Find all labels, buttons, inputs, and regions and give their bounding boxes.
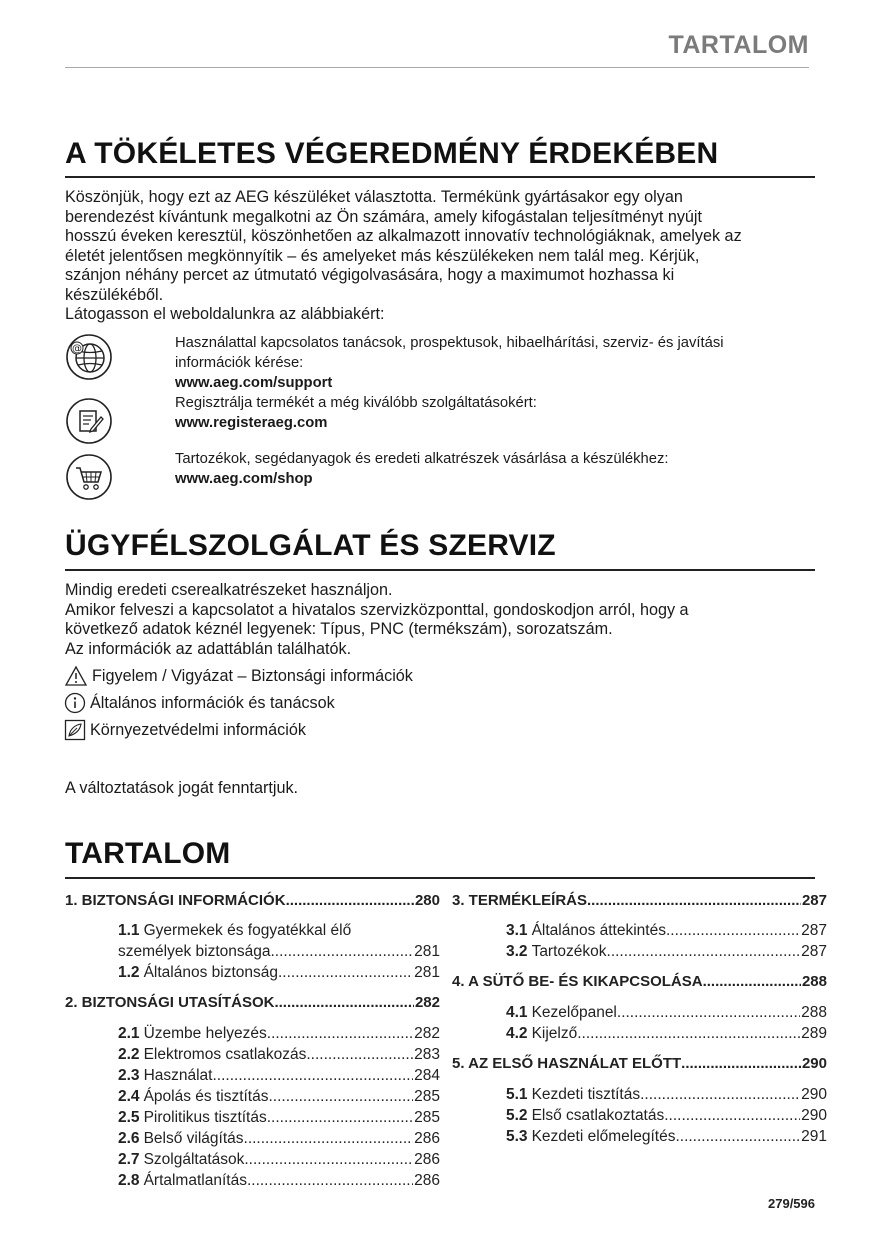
- toc-left-column: [65, 890, 440, 1191]
- register-link-text: Regisztrálja termékét a még kiválóbb szolgáltatásokért: www.registeraeg.com: [175, 395, 537, 431]
- toc-entry-2-8[interactable]: 2.8 Ártalmatlanítás ..... 286: [118, 1170, 440, 1191]
- toc-section-1[interactable]: 1. BIZTONSÁGI INFORMÁCIÓK ..... 280: [65, 890, 440, 912]
- toc-entry-2-7[interactable]: 2.7 Szolgáltatások ..... 286: [118, 1149, 440, 1170]
- support-link-text: Használattal kapcsolatos tanácsok, prospektusok, hibaelhárítási, szerviz- és javítási információk kérése: www.aeg.com/support: [175, 335, 724, 391]
- section-heading-service: ÜGYFÉLSZOLGÁLAT ÉS SZERVIZ: [65, 529, 556, 562]
- register-icon: [65, 397, 113, 445]
- support-url-link[interactable]: www.aeg.com/support: [175, 375, 333, 391]
- toc-entry-5-3[interactable]: 5.3 Kezdeti előmelegítés ..... 291: [506, 1126, 827, 1147]
- svg-text:@: @: [72, 343, 82, 355]
- header-divider: [65, 67, 809, 68]
- info-icon: [64, 692, 86, 714]
- toc-entry-1-1[interactable]: 1.1 Gyermekek és fogyatékkal élő: [118, 922, 352, 939]
- text-line: berendezést kívántunk megalkotni az Ön számára, amely kifogástalan teljesítményt nyújt: [65, 207, 703, 226]
- toc-entry-1-1-cont[interactable]: személyek biztonsága ..... 281: [118, 941, 440, 962]
- text-line: Mindig eredeti cserealkatrészeket használjon.: [65, 581, 393, 599]
- toc-entry-2-3[interactable]: 2.3 Használat ..... 284: [118, 1065, 440, 1086]
- section-divider: [65, 176, 815, 178]
- toc-entry-4-1[interactable]: 4.1 Kezelőpanel ..... 288: [506, 1002, 827, 1023]
- legend-environment: Környezetvédelmi információk: [64, 719, 306, 741]
- page-number: 279/596: [768, 1196, 815, 1211]
- toc-entry-4-2[interactable]: 4.2 Kijelző ..... 289: [506, 1023, 827, 1044]
- toc-entry-5-2[interactable]: 5.2 Első csatlakoztatás ..... 290: [506, 1105, 827, 1126]
- toc-entry-2-6[interactable]: 2.6 Belső világítás ..... 286: [118, 1128, 440, 1149]
- toc-entry-2-2[interactable]: 2.2 Elektromos csatlakozás ..... 283: [118, 1044, 440, 1065]
- toc-entry-3-2[interactable]: 3.2 Tartozékok ..... 287: [506, 941, 827, 962]
- text-line: Látogasson el weboldalunkra az alábbiakért:: [65, 305, 385, 323]
- toc-section-5[interactable]: 5. AZ ELSŐ HASZNÁLAT ELŐTT ..... 290: [452, 1053, 827, 1075]
- section-divider: [65, 569, 815, 571]
- toc-entry-2-1[interactable]: 2.1 Üzembe helyezés ..... 282: [118, 1023, 440, 1044]
- section-divider: [65, 877, 815, 879]
- rights-note: A változtatások jogát fenntartjuk.: [65, 779, 299, 797]
- legend-warning: Figyelem / Vigyázat – Biztonsági információk: [64, 665, 413, 687]
- toc-entry-5-1[interactable]: 5.1 Kezdeti tisztítás ..... 290: [506, 1084, 827, 1105]
- running-header-title: TARTALOM: [668, 31, 809, 59]
- intro-paragraph: [65, 188, 817, 325]
- cart-icon: [65, 453, 113, 501]
- warning-icon: [64, 665, 88, 687]
- service-paragraph: [65, 581, 817, 659]
- toc-section-3[interactable]: 3. TERMÉKLEÍRÁS ..... 287: [452, 890, 827, 912]
- toc-entry-3-1[interactable]: 3.1 Általános áttekintés ..... 287: [506, 920, 827, 941]
- register-url-link[interactable]: www.registeraeg.com: [175, 415, 328, 431]
- globe-at-icon: [65, 333, 113, 381]
- toc-heading: TARTALOM: [65, 837, 231, 870]
- text-line: Amikor felveszi a kapcsolatot a hivatalos szervizközponttal, gondoskodjon arról, hogy a: [65, 600, 689, 619]
- toc-entry-2-5[interactable]: 2.5 Pirolitikus tisztítás ..... 285: [118, 1107, 440, 1128]
- legend-info: Általános információk és tanácsok: [64, 692, 335, 714]
- text-line: Köszönjük, hogy ezt az AEG készüléket választotta. Termékünk gyártásakor egy olyan: [65, 188, 683, 206]
- toc-right-column: [452, 890, 827, 1147]
- toc-section-4[interactable]: 4. A SÜTŐ BE- ÉS KIKAPCSOLÁSA ..... 288: [452, 971, 827, 993]
- shop-link-text: Tartozékok, segédanyagok és eredeti alkatrészek vásárlása a készülékhez: www.aeg.com/shop: [175, 451, 669, 487]
- text-line: szánjon néhány percet az útmutató végigolvasására, hogy a maximumot hozhassa ki: [65, 266, 675, 284]
- environment-icon: [64, 719, 86, 741]
- toc-section-2[interactable]: 2. BIZTONSÁGI UTASÍTÁSOK ..... 282: [65, 992, 440, 1014]
- toc-entry-2-4[interactable]: 2.4 Ápolás és tisztítás ..... 285: [118, 1086, 440, 1107]
- text-line: hosszú éveken keresztül, köszönhetően az alkalmazott innovatív technológiáknak, amelyek az: [65, 227, 742, 245]
- toc-entry-1-2[interactable]: 1.2 Általános biztonság ..... 281: [118, 962, 440, 983]
- text-line: készülékéből.: [65, 285, 164, 304]
- shop-url-link[interactable]: www.aeg.com/shop: [175, 471, 313, 487]
- text-line: következő adatok kéznél legyenek: Típus, PNC (termékszám), sorozatszám.: [65, 620, 613, 638]
- section-heading-intro: A TÖKÉLETES VÉGEREDMÉNY ÉRDEKÉBEN: [65, 137, 719, 170]
- text-line: Az információk az adattáblán találhatók.: [65, 639, 352, 658]
- text-line: életét jelentősen megkönnyítik – és amelyeket más készülékeken nem talál meg. Kérjük,: [65, 246, 700, 265]
